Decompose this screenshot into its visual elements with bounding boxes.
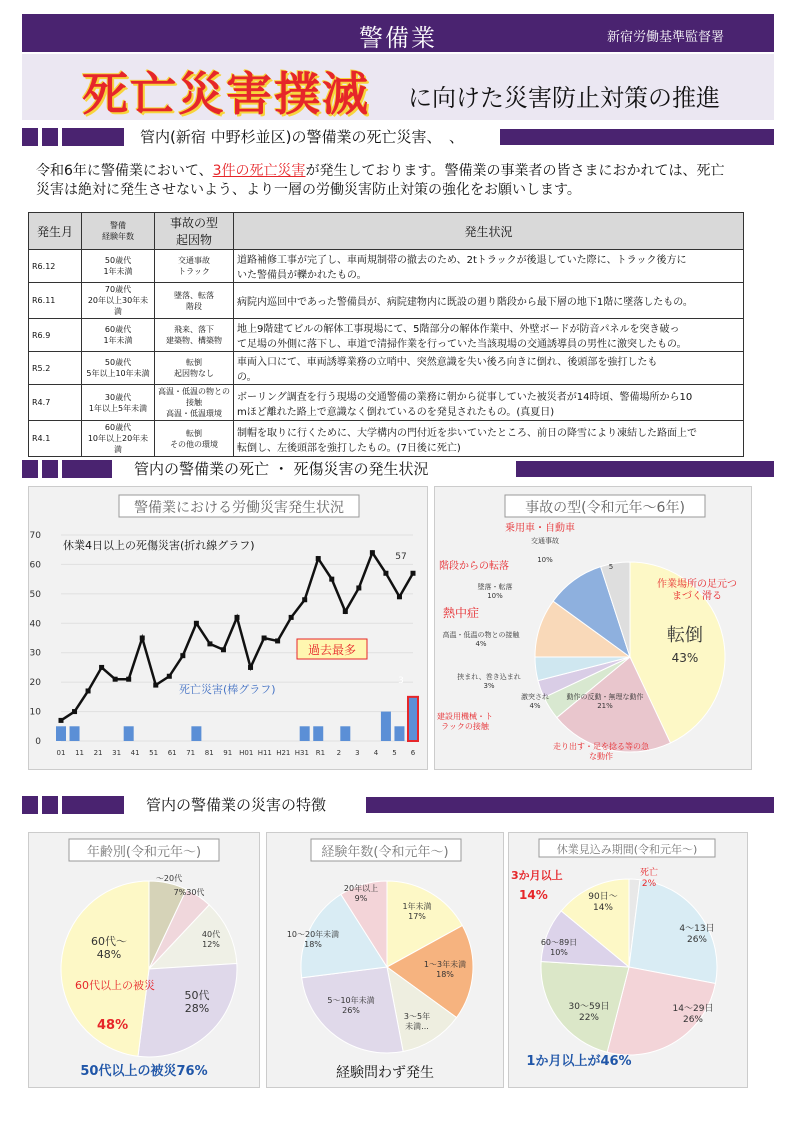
bar-mark <box>70 726 80 741</box>
y-tick-label: 70 <box>29 531 41 541</box>
x-tick-label: R1 <box>315 749 326 757</box>
section-bar-2 <box>22 460 774 478</box>
cell-age-exp: 60歳代 10年以上20年未満 <box>82 421 155 457</box>
slice-label: 10% <box>550 948 568 957</box>
office-name: 新宿労働基準監督署 <box>606 30 724 45</box>
slice-label: 1〜3年未満 <box>423 960 467 969</box>
x-tick-label: 3 <box>355 749 360 757</box>
slice-label: 28% <box>184 1002 210 1015</box>
note-label: 階段からの転落 <box>439 561 509 572</box>
y-tick-label: 40 <box>29 619 41 630</box>
line-point <box>383 571 388 576</box>
slice-label: 10% <box>487 592 503 600</box>
x-tick-label: 01 <box>56 749 66 757</box>
bar-mark <box>408 697 418 741</box>
bar-mark <box>381 712 391 741</box>
last-value-label: 57 <box>395 552 407 562</box>
slice-label: 1年未満 <box>402 902 432 911</box>
cell-age-exp: 50歳代 1年未満 <box>82 250 155 283</box>
slice-label: 26% <box>342 1006 360 1015</box>
th-date: 発生月 <box>29 213 82 250</box>
slice-label: 激突され <box>521 693 549 701</box>
table-row <box>29 319 744 352</box>
note-label: 建設用機械・ト <box>437 712 493 721</box>
callout-text: 3か月以上 <box>511 869 563 882</box>
cell-desc: 病院内巡回中であった警備員が、病院建物内に既設の廻り階段から最下層の地下1階に墜落したもの。 <box>234 283 744 319</box>
last-bar-label: 3 <box>398 676 404 686</box>
x-tick-label: 71 <box>186 749 196 757</box>
slice-label: 10〜20年未満 <box>286 930 340 939</box>
x-tick-label: 6 <box>410 749 416 757</box>
age-pie-panel <box>28 832 260 1088</box>
y-tick-label: 60 <box>29 560 41 571</box>
bar-series-label: 死亡災害(棒グラフ) <box>179 683 276 696</box>
slice-label: 9% <box>354 894 368 903</box>
cell-type-cause: 飛来、落下 建築物、構築物 <box>155 319 234 352</box>
bar-mark <box>394 726 404 741</box>
x-tick-label: 11 <box>75 749 84 757</box>
slice-label: 60代〜 <box>91 935 127 948</box>
cell-date: R4.7 <box>29 385 82 421</box>
line-point <box>248 665 253 670</box>
slice-label: 4〜13日 <box>679 924 715 934</box>
slice-label: 48% <box>96 948 122 961</box>
line-point <box>59 718 64 723</box>
line-point <box>397 594 402 599</box>
y-tick-label: 0 <box>35 737 41 747</box>
cell-date: R4.1 <box>29 421 82 457</box>
section-bar-3 <box>22 796 774 814</box>
intro-highlight: 3件の死亡災害 <box>212 163 306 179</box>
banner-emphasis: 死亡災害撲滅 <box>82 67 370 121</box>
th-type: 事故の型 起因物 <box>155 213 234 250</box>
accident-table <box>28 212 744 457</box>
header-bar <box>22 14 774 52</box>
note-label: な動作 <box>589 752 613 761</box>
table-row <box>29 385 744 421</box>
line-point <box>72 709 77 714</box>
line-point <box>411 571 416 576</box>
intro-paragraph <box>36 162 736 200</box>
x-tick-label: 81 <box>204 749 214 757</box>
y-tick-label: 30 <box>29 648 41 659</box>
cell-type-cause: 墜落、転落 階段 <box>155 283 234 319</box>
line-chart <box>29 487 427 769</box>
x-tick-label: 61 <box>167 749 177 757</box>
slice-label: 墜落・転落 <box>477 583 513 591</box>
table-row <box>29 421 744 457</box>
series-label: 休業4日以上の死傷災害(折れ線グラフ) <box>63 539 255 552</box>
cell-type-cause: 高温・低温の物との接触 高温・低温環境 <box>155 385 234 421</box>
slice-label: 動作の反動・無理な動作 <box>566 693 644 701</box>
cell-age-exp: 70歳代 20年以上30年未満 <box>82 283 155 319</box>
bar-mark <box>56 726 66 741</box>
table-header <box>29 213 744 250</box>
chart-title: 経験年数(令和元年〜) <box>321 845 449 860</box>
line-point <box>275 638 280 643</box>
x-tick-label: 41 <box>130 749 140 757</box>
chart-title: 休業見込み期間(令和元年〜) <box>556 843 698 856</box>
note-label: 熱中症 <box>443 606 480 620</box>
line-point <box>194 621 199 626</box>
th-age: 警備 経験年数 <box>82 213 155 250</box>
slice-label: 5〜10年未満 <box>327 996 375 1005</box>
cell-date: R6.11 <box>29 283 82 319</box>
x-tick-label: H11 <box>257 749 272 757</box>
y-tick-label: 10 <box>29 707 41 718</box>
line-point <box>180 653 185 658</box>
note-label: ラックの接触 <box>441 722 489 731</box>
slice-label: 10% <box>537 556 553 564</box>
callout-pct: 48% <box>97 1018 129 1033</box>
line-point <box>113 677 118 682</box>
slice-label: 死亡 <box>639 868 659 878</box>
intro-text-1: 令和6年に警備業において、 <box>36 163 213 179</box>
line-point <box>221 647 226 652</box>
bar-mark <box>313 726 323 741</box>
slice-label: 26% <box>686 935 708 945</box>
x-tick-label: 21 <box>93 749 103 757</box>
callout-text: 60代以上の被災 <box>75 979 155 992</box>
table-row <box>29 250 744 283</box>
slice-label: 17% <box>408 912 426 921</box>
chart-title: 事故の型(令和元年〜6年) <box>525 500 685 516</box>
type-pie-panel <box>434 486 752 770</box>
banner-subtitle: に向けた災害防止対策の推進 <box>408 84 720 112</box>
note-label: 作業場所の足元つ <box>657 579 737 590</box>
line-chart-panel <box>28 486 428 770</box>
cell-desc: 道路補修工事が完了し、車両規制帯の撤去のため、2tトラックが後退していた際に、トラック後方に いた警備員が轢かれたもの。 <box>234 250 744 283</box>
cell-age-exp: 50歳代 5年以上10年未満 <box>82 352 155 385</box>
leave-pie-panel <box>508 832 748 1088</box>
slice-pct-big: 43% <box>671 651 699 665</box>
slice-label: 22% <box>578 1013 600 1023</box>
cell-type-cause: 転倒 起因物なし <box>155 352 234 385</box>
cell-date: R5.2 <box>29 352 82 385</box>
x-tick-label: 31 <box>112 749 122 757</box>
line-point <box>99 665 104 670</box>
section-3-heading: 管内の警備業の災害の特徴 <box>146 796 327 814</box>
line-point <box>235 615 240 620</box>
slice-label: 26% <box>682 1015 704 1025</box>
bar-mark <box>191 726 201 741</box>
section-bar-1 <box>22 128 774 146</box>
section-1-heading: 管内(新宿 中野杉並区)の警備業の死亡災害、 、 <box>140 128 464 146</box>
age-pie-chart <box>29 833 259 1087</box>
table-row <box>29 352 744 385</box>
line-point <box>356 585 361 590</box>
chart-footer: 1か月以上が46% <box>526 1054 632 1069</box>
annotation-text: 過去最多 <box>307 643 357 657</box>
table-row <box>29 283 744 319</box>
slice-label: 4% <box>475 640 487 648</box>
cell-date: R6.12 <box>29 250 82 283</box>
note-label: 交通事故 <box>531 537 559 545</box>
cell-age-exp: 30歳代 1年以上5年未満 <box>82 385 155 421</box>
bar-mark <box>124 726 134 741</box>
slice-label: 40代 <box>201 930 221 939</box>
line-point <box>343 609 348 614</box>
slice-label: 18% <box>304 940 322 949</box>
slice-label: 50代 <box>184 989 210 1002</box>
callout-pct: 14% <box>519 888 548 902</box>
cell-type-cause: 交通事故 トラック <box>155 250 234 283</box>
x-tick-label: 51 <box>149 749 159 757</box>
x-tick-label: H01 <box>239 749 254 757</box>
exp-pie-panel <box>266 832 504 1088</box>
slice-label: 4% <box>529 702 541 710</box>
chart-footer: 経験問わず発生 <box>336 1065 434 1081</box>
slice-label: 30〜59日 <box>568 1002 610 1012</box>
slice-label-big: 転倒 <box>667 625 703 646</box>
section-2-heading: 管内の警備業の死亡 ・ 死傷災害の発生状況 <box>134 460 429 478</box>
x-tick-label: H31 <box>294 749 309 757</box>
chart-title: 年齢別(令和元年〜) <box>86 845 202 860</box>
cell-desc: 地上9階建てビルの解体工事現場にて、5階部分の解体作業中、外壁ボードが防音パネルを突き破っ て足場の外側に落下し、車道で清掃作業を行っていた当該現場の交通誘導員の男性に激突したもの。 <box>234 319 744 352</box>
x-tick-label: 4 <box>373 749 379 757</box>
cell-desc: 車両入口にて、車両誘導業務の立哨中、突然意識を失い後ろ向きに倒れ、後頭部を強打したも の。 <box>234 352 744 385</box>
slice-label: 高温・低温の物との接触 <box>442 631 520 639</box>
x-tick-label: H21 <box>276 749 291 757</box>
line-point <box>329 577 334 582</box>
line-point <box>370 550 375 555</box>
y-tick-label: 20 <box>29 678 41 689</box>
cell-date: R6.9 <box>29 319 82 352</box>
line-point <box>302 597 307 602</box>
line-point <box>126 677 131 682</box>
line-point <box>167 674 172 679</box>
th-desc: 発生状況 <box>234 213 744 250</box>
slice-label: 〜20代 <box>155 874 183 883</box>
slice-label: 7%30代 <box>173 888 205 897</box>
line-point <box>153 683 158 688</box>
cell-desc: 制帽を取りに行くために、大学構内の門付近を歩いていたところ、前日の降雪により凍結した路面上で 転倒し、左後頭部を強打したもの。(7日後に死亡) <box>234 421 744 457</box>
slice-label: 未満... <box>405 1022 429 1031</box>
note-label: 乗用車・自動車 <box>505 523 575 534</box>
slice-label: 3% <box>483 682 495 690</box>
slice-label: 14〜29日 <box>672 1004 714 1014</box>
slice-label: 90日〜 <box>588 892 618 902</box>
x-tick-label: 91 <box>223 749 233 757</box>
x-tick-label: 5 <box>392 749 397 757</box>
cell-type-cause: 転倒 その他の環境 <box>155 421 234 457</box>
line-point <box>289 615 294 620</box>
intro-text-2: が発生しております。警備業の事業者の皆さまにおかれては、死亡災害は絶対に発生させないよう、より一層の労働災害防止対策の強化をお願いします。 <box>36 163 725 198</box>
slice-label: 18% <box>436 970 454 979</box>
note-label: 走り出す・足を捻る等の急 <box>553 742 649 751</box>
x-tick-label: 2 <box>336 749 342 757</box>
line-point <box>316 556 321 561</box>
line-point <box>262 636 267 641</box>
note-label: まづく滑る <box>672 591 722 602</box>
line-point <box>86 688 91 693</box>
cell-age-exp: 60歳代 1年未満 <box>82 319 155 352</box>
slice-label: 20年以上 <box>343 884 379 893</box>
slice-label: 2% <box>641 879 657 889</box>
leave-period-pie-chart <box>509 833 747 1087</box>
slice-label: 60〜89日 <box>540 938 578 947</box>
line-point <box>207 641 212 646</box>
slice-label: 12% <box>202 940 220 949</box>
bar-mark <box>300 726 310 741</box>
slice-label: 5 <box>608 563 614 571</box>
type-pie-chart <box>435 487 751 769</box>
chart-title: 警備業における労働災害発生状況 <box>134 500 344 516</box>
slice-label: 3〜5年 <box>403 1012 431 1021</box>
page-title: 警備業 <box>359 24 437 52</box>
slice-label: 挟まれ、巻き込まれ <box>457 673 521 681</box>
experience-pie-chart <box>267 833 503 1087</box>
cell-desc: ボーリング調査を行う現場の交通警備の業務に朝から従事していた被災者が14時頃、警備場所から10 mほど離れた路上で意識なく倒れているのを発見されたもの。(真夏日) <box>234 385 744 421</box>
chart-footer: 50代以上の被災76% <box>80 1064 208 1079</box>
slice-label: 14% <box>592 903 614 913</box>
line-point <box>140 636 145 641</box>
bar-mark <box>340 726 350 741</box>
y-tick-label: 50 <box>29 589 41 600</box>
slice-label: 21% <box>597 702 613 710</box>
